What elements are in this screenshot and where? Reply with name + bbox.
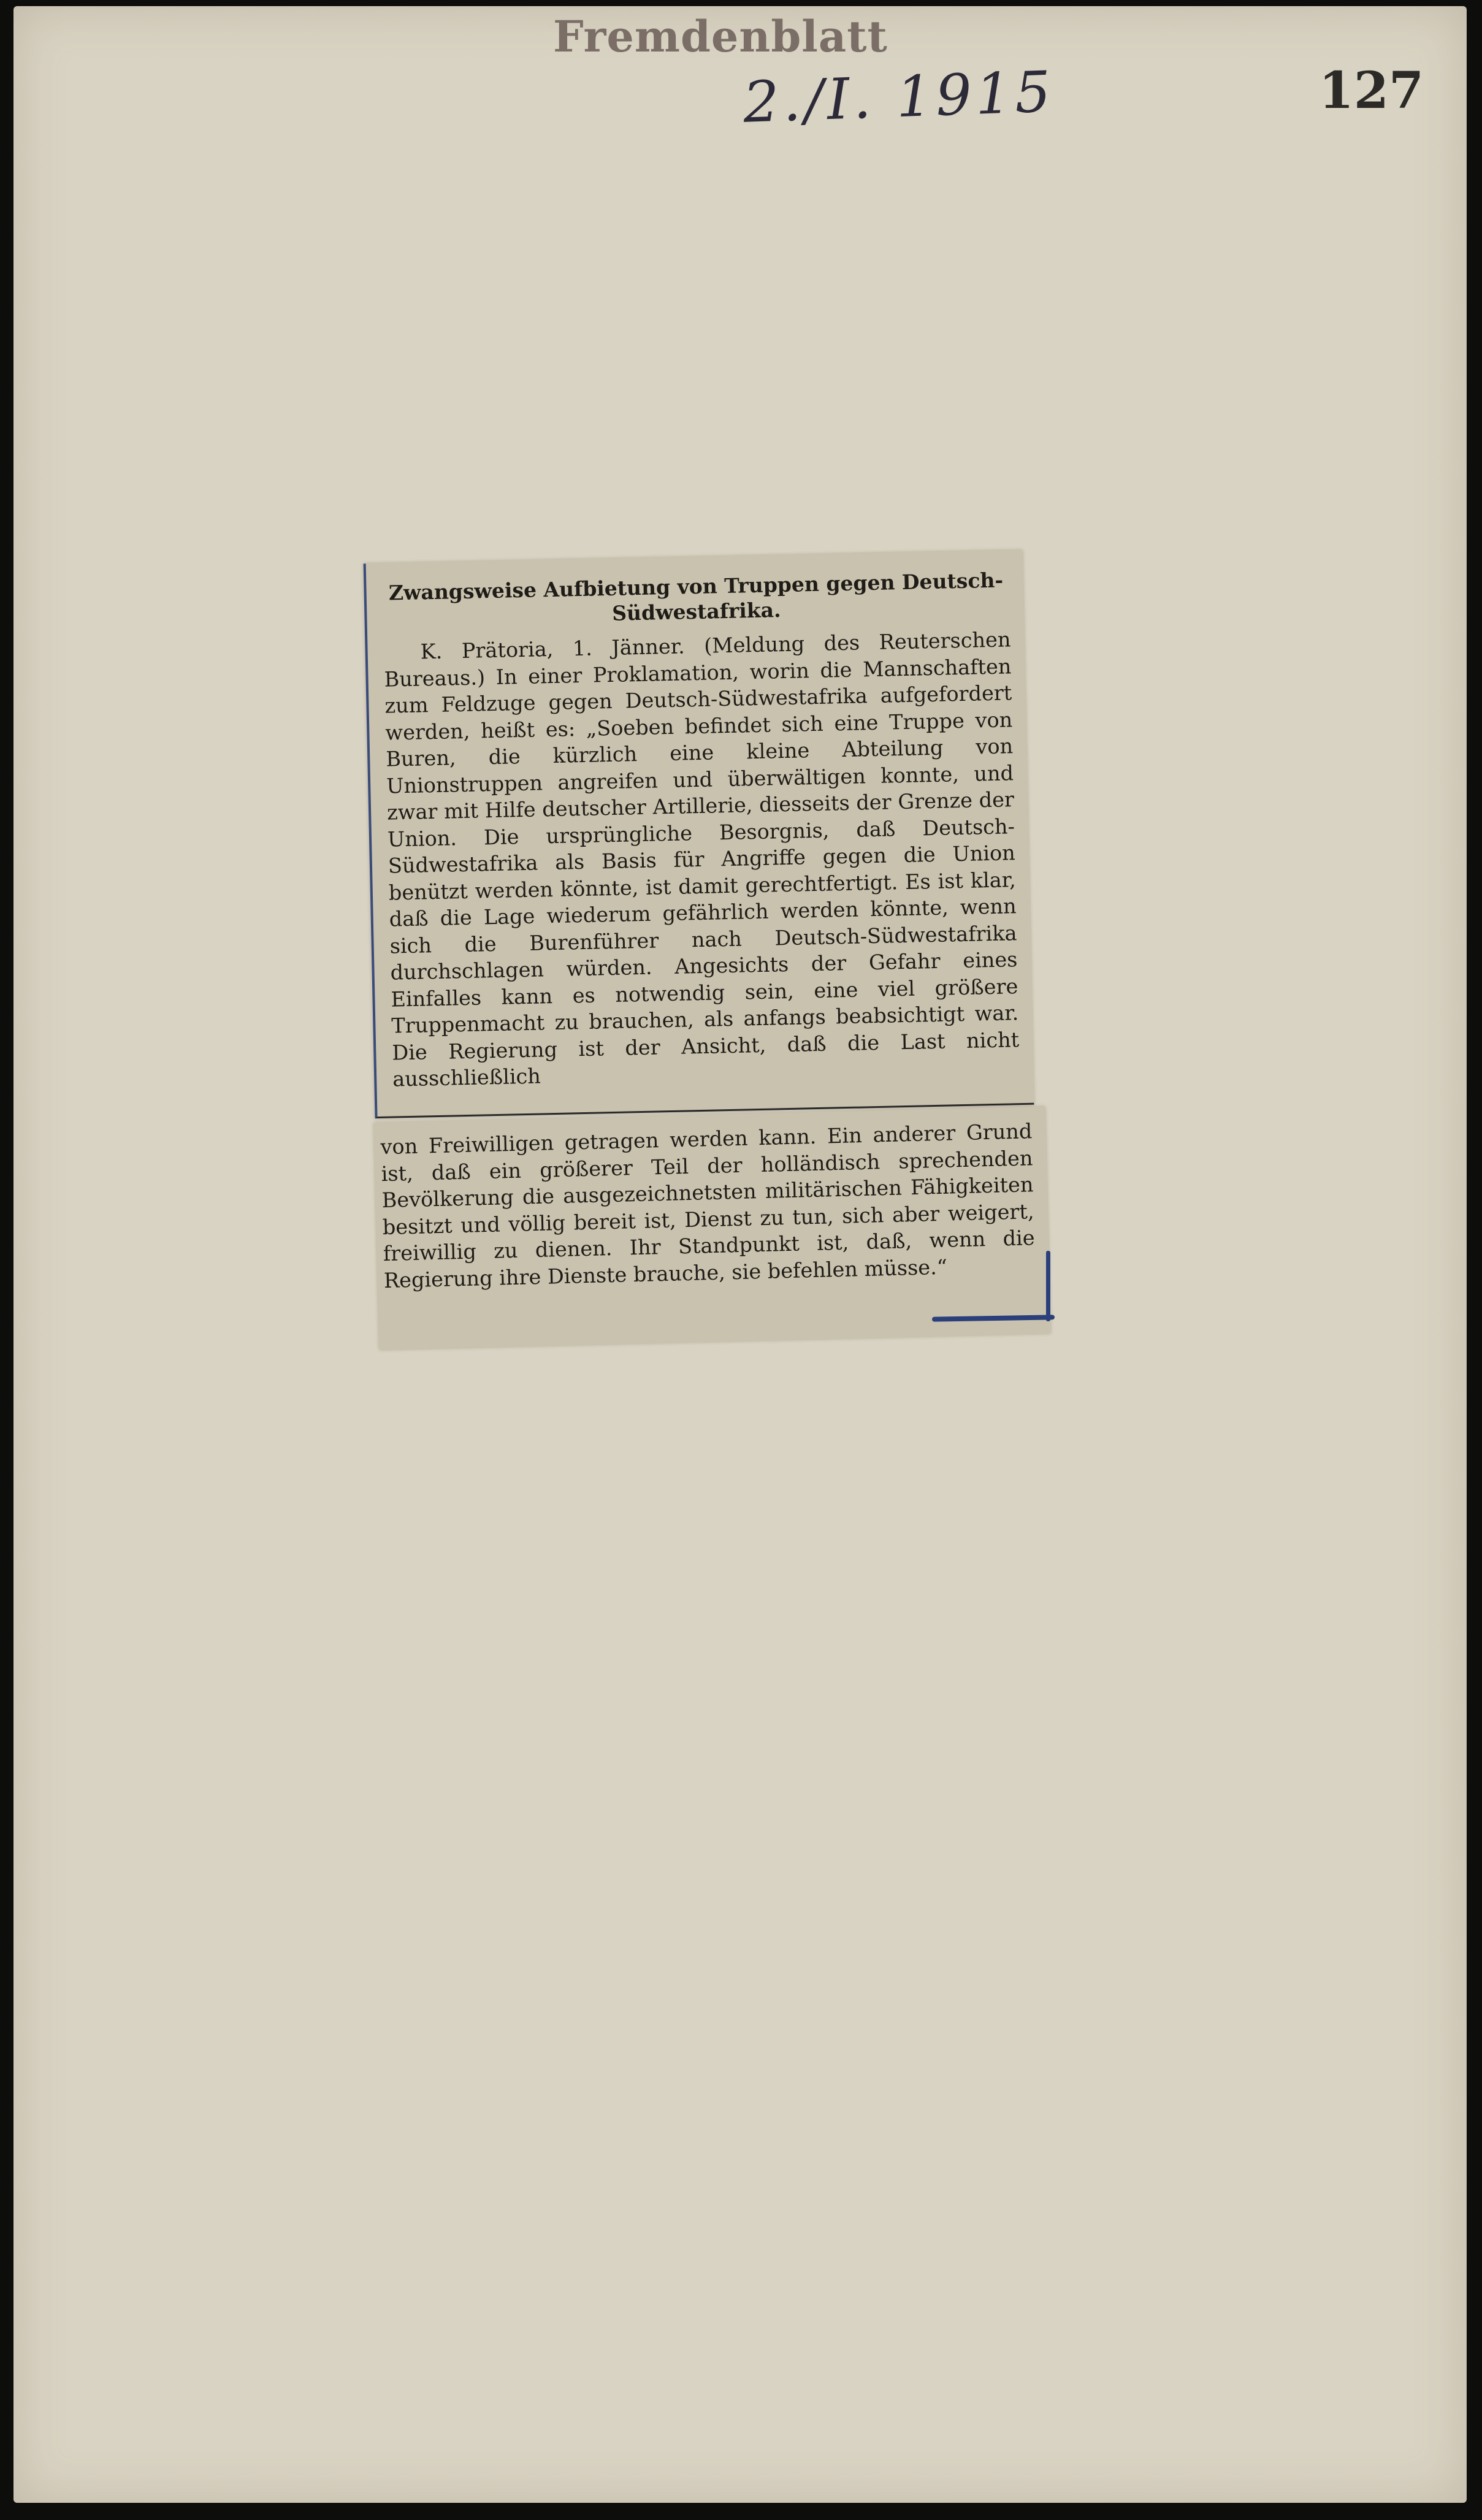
article-body-part-1: K. Prätoria, 1. Jänner. (Meldung des Reuterschen Bureaus.) In einer Proklamation, worin die Mannschaften zum Feldzuge gegen Deutsch-Südwestafrika aufgefordert werden, heißt es: „Soeben befindet sich eine Truppe von Buren, die kürzlich eine kleine Abteilung von Unionstruppen angreifen und überwältigen konnte, und zwar mit Hilfe deutscher Artillerie, diesseits der Grenze der Union. Die ursprüngliche Besorgnis, daß Deutsch-Südwestafrika als Basis für Angriffe gegen die Union benützt werden könnte, ist damit gerechtfertigt. Es ist klar, daß die Lage wiederum gefährlich werden könnte, wenn sich die Burenführer nach Deutsch-Südwestafrika durchschlagen würden. Angesichts der Gefahr eines Einfalles kann es notwendig sein, eine viel größere Truppenmacht zu brauchen, als anfangs beabsichtigt war. Die Regierung ist der Ansicht, daß die Last nicht ausschließlich bbox=[384, 627, 1020, 1091]
newspaper-stamp: Fremdenblatt bbox=[553, 11, 888, 62]
handwritten-date: 2./I. 1915 bbox=[742, 59, 1056, 136]
article-headline: Zwangsweise Aufbietung von Truppen gegen Deutsch-Südwestafrika. bbox=[388, 568, 1004, 625]
page-number: 127 bbox=[1318, 61, 1424, 120]
article-body-part-2: von Freiwilligen getragen werden kann. Ein anderer Grund ist, daß ein größerer Teil der holländisch sprechenden Bevölkerung die ausgezeichnetsten militärischen Fähigkeiten besitzt und völlig bereit ist, Dienst zu tun, sich aber weigert, freiwillig zu dienen. Ihr Standpunkt ist, daß, wenn die Regierung ihre Dienste brauche, sie befehlen müsse.“ bbox=[380, 1119, 1036, 1292]
newspaper-clipping-part-1 bbox=[364, 550, 1034, 1118]
blue-pencil-mark-vertical bbox=[1046, 1251, 1050, 1321]
newspaper-clipping-part-2 bbox=[374, 1107, 1051, 1350]
